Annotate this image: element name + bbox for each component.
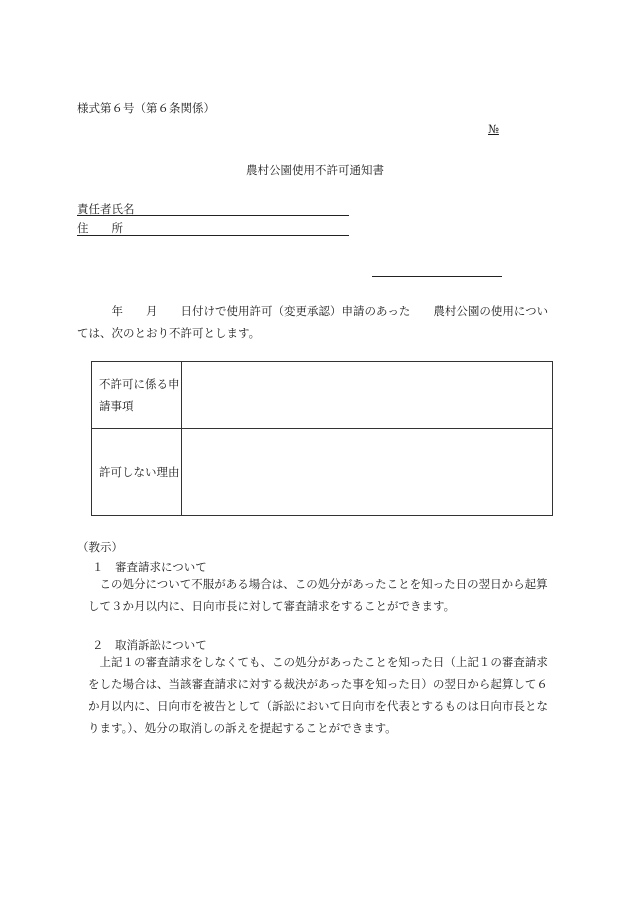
recipient-address-line xyxy=(77,235,349,236)
table-row-label: 許可しない理由 xyxy=(92,429,182,516)
application-table xyxy=(91,361,553,516)
body-text: 年 月 日付けで使用許可（変更承認）申請のあった 農村公園の使用については、次のとおり不許可とします。 xyxy=(77,304,549,340)
table-row xyxy=(92,362,553,429)
notice-section-1-title: １ 審査請求について xyxy=(92,560,207,574)
table-row-value xyxy=(182,429,553,516)
table-row-value xyxy=(182,362,553,429)
recipient-name-line xyxy=(77,215,349,216)
notice-heading: （教示） xyxy=(77,540,123,554)
table-row xyxy=(92,429,553,516)
notice-section-2-title: ２ 取消訴訟について xyxy=(92,638,207,652)
recipient-name-label: 責任者氏名 xyxy=(77,202,135,216)
notice-section-1-text: この処分について不服がある場合は、この処分があったことを知った日の翌日から起算して３か月以内に、日向市長に対して審査請求をすることができます。 xyxy=(88,577,548,613)
body-paragraph xyxy=(77,300,558,344)
serial-number-label: № xyxy=(488,122,499,136)
notice-section-2 xyxy=(88,651,558,739)
table-row-label: 不許可に係る申請事項 xyxy=(92,362,182,429)
recipient-address-label: 住 所 xyxy=(77,221,123,235)
notice-section-2-text: 上記１の審査請求をしなくても、この処分があったことを知った日（上記１の審査請求をした場合は、当該審査請求に対する裁決があった事を知った日）の翌日から起算して６か月以内に、日向市を被告として（訴訟において日向市を代表とするものは日向市長となります。）、処分の取消しの訴えを提起することができます。 xyxy=(88,655,548,735)
issuer-line xyxy=(372,276,502,277)
document-title: 農村公園使用不許可通知書 xyxy=(246,163,384,177)
notice-section-1 xyxy=(88,573,558,617)
form-number: 様式第６号（第６条関係） xyxy=(77,101,215,115)
